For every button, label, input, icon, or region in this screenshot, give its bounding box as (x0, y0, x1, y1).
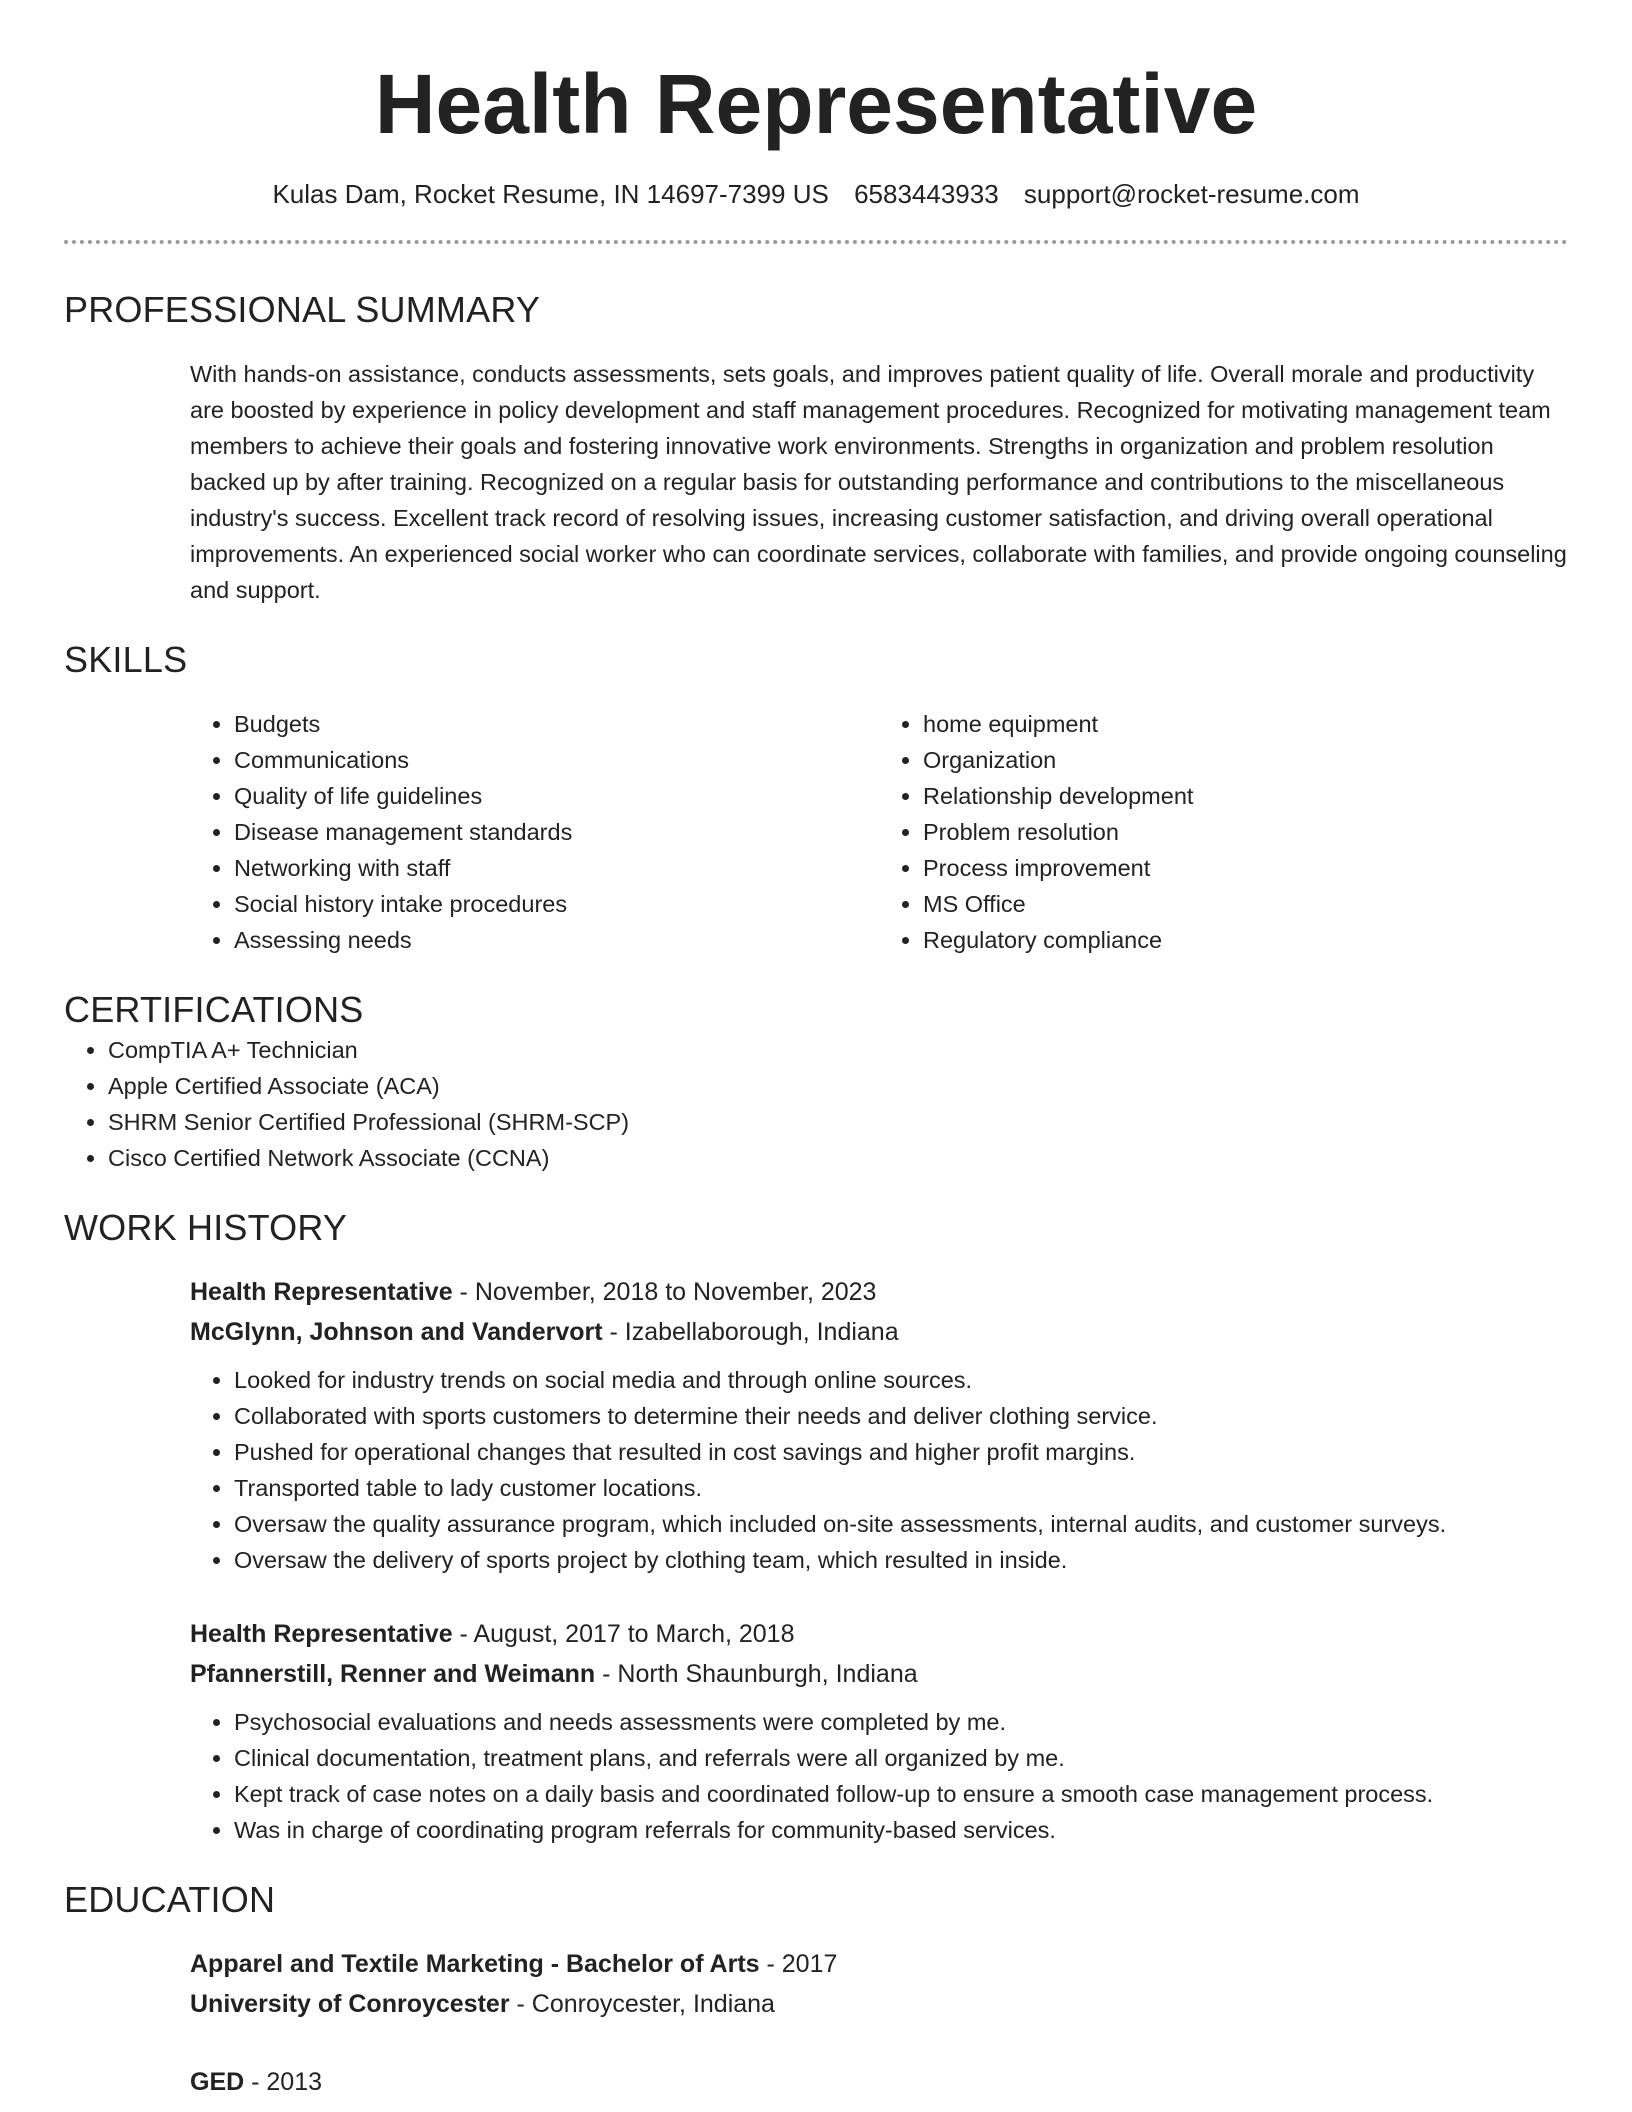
edu-school-line (190, 1984, 1568, 2024)
contact-email: support@rocket-resume.com (1023, 179, 1360, 209)
skill-item: • Assessing needs (234, 922, 879, 958)
skill-item: • Quality of life guidelines (234, 778, 879, 814)
skill-item: • Disease management standards (234, 814, 879, 850)
job-bullet: • Psychosocial evaluations and needs assessments were completed by me. (234, 1704, 1568, 1740)
skill-item: • Communications (234, 742, 879, 778)
edu-degree: Apparel and Textile Marketing - Bachelor of Arts (190, 1950, 760, 1978)
skill-item: • home equipment (923, 706, 1568, 742)
edu-degree-line (190, 2062, 1568, 2102)
job-bullets (64, 1704, 1568, 1848)
edu-year: - 2013 (244, 2068, 323, 2096)
job-bullet: • Transported table to lady customer locations. (234, 1470, 1568, 1506)
skills-list-right (879, 706, 1568, 958)
contact-phone: 6583443933 (854, 179, 999, 209)
job-title-line (190, 1272, 1568, 1312)
job-bullets (64, 1362, 1568, 1578)
job-bullet: • Was in charge of coordinating program referrals for community-based services. (234, 1812, 1568, 1848)
skill-item: • Relationship development (923, 778, 1568, 814)
job-company-line (190, 1654, 1568, 1694)
skills-heading: SKILLS (64, 639, 188, 680)
edu-degree: GED (190, 2068, 245, 2096)
contact-address: Kulas Dam, Rocket Resume, IN 14697-7399 US (272, 179, 829, 209)
certification-item: • Apple Certified Associate (ACA) (108, 1068, 1568, 1104)
job-bullet: • Oversaw the quality assurance program, which included on-site assessments, internal audits, and customer surveys. (234, 1506, 1568, 1542)
summary-heading: PROFESSIONAL SUMMARY (64, 289, 541, 330)
education-entry (190, 1944, 1568, 2024)
edu-location: - Conroycester, Indiana (509, 1990, 775, 2018)
job-entry (190, 1614, 1568, 1848)
certification-item: • SHRM Senior Certified Professional (SHRM-SCP) (108, 1104, 1568, 1140)
job-bullet: • Kept track of case notes on a daily basis and coordinated follow-up to ensure a smooth case management process. (234, 1776, 1568, 1812)
candidate-name: Health Representative (374, 57, 1258, 151)
job-location: - Izabellaborough, Indiana (602, 1318, 899, 1346)
education-heading: EDUCATION (64, 1879, 276, 1920)
edu-year: - 2017 (759, 1950, 838, 1978)
skill-item: • Regulatory compliance (923, 922, 1568, 958)
skill-item: • Budgets (234, 706, 879, 742)
skill-item: • Social history intake procedures (234, 886, 879, 922)
job-role: Health Representative (190, 1620, 453, 1648)
skill-item: • Process improvement (923, 850, 1568, 886)
job-location: - North Shaunburgh, Indiana (595, 1660, 918, 1688)
certification-item: • CompTIA A+ Technician (108, 1032, 1568, 1068)
skill-item: • MS Office (923, 886, 1568, 922)
job-bullet: • Looked for industry trends on social media and through online sources. (234, 1362, 1568, 1398)
job-bullet: • Oversaw the delivery of sports project by clothing team, which resulted in inside. (234, 1542, 1568, 1578)
edu-school: University of Conroycester (190, 1990, 510, 2018)
certifications-heading: CERTIFICATIONS (64, 989, 364, 1030)
job-dates: - August, 2017 to March, 2018 (452, 1620, 795, 1648)
job-dates: - November, 2018 to November, 2023 (452, 1278, 877, 1306)
job-company: Pfannerstill, Renner and Weimann (190, 1660, 596, 1688)
job-title-line (190, 1614, 1568, 1654)
job-bullet: • Clinical documentation, treatment plans, and referrals were all organized by me. (234, 1740, 1568, 1776)
job-entry (190, 1272, 1568, 1578)
skill-item: • Problem resolution (923, 814, 1568, 850)
skill-item: • Organization (923, 742, 1568, 778)
job-bullet: • Collaborated with sports customers to determine their needs and deliver clothing service. (234, 1398, 1568, 1434)
resume-page (64, 0, 1568, 2102)
work-history-heading: WORK HISTORY (64, 1207, 348, 1248)
edu-degree-line (190, 1944, 1568, 1984)
job-bullet: • Pushed for operational changes that resulted in cost savings and higher profit margins. (234, 1434, 1568, 1470)
skill-item: • Networking with staff (234, 850, 879, 886)
certifications-list (64, 1032, 1568, 1176)
summary-text: With hands-on assistance, conducts assessments, sets goals, and improves patient quality of life. Overall morale and productivity are boosted by experience in policy development and staff management procedures. Recognized for motivating management team members to achieve their goals and fostering innovative work environments. Strengths in organization and problem resolution backed up by after training. Recognized on a regular basis for outstanding performance and contributions to the miscellaneous industry's success. Excellent track record of resolving issues, increasing customer satisfaction, and driving overall operational improvements. An experienced social worker who can coordinate services, collaborate with families, and provide ongoing counseling and support. (190, 361, 1567, 603)
skills-columns (190, 706, 1568, 958)
job-company: McGlynn, Johnson and Vandervort (190, 1318, 603, 1346)
education-entry (190, 2062, 1568, 2102)
skills-list-left (190, 706, 879, 958)
contact-line (64, 178, 1568, 210)
certification-item: • Cisco Certified Network Associate (CCNA) (108, 1140, 1568, 1176)
job-role: Health Representative (190, 1278, 453, 1306)
header-divider (64, 240, 1568, 244)
job-company-line (190, 1312, 1568, 1352)
